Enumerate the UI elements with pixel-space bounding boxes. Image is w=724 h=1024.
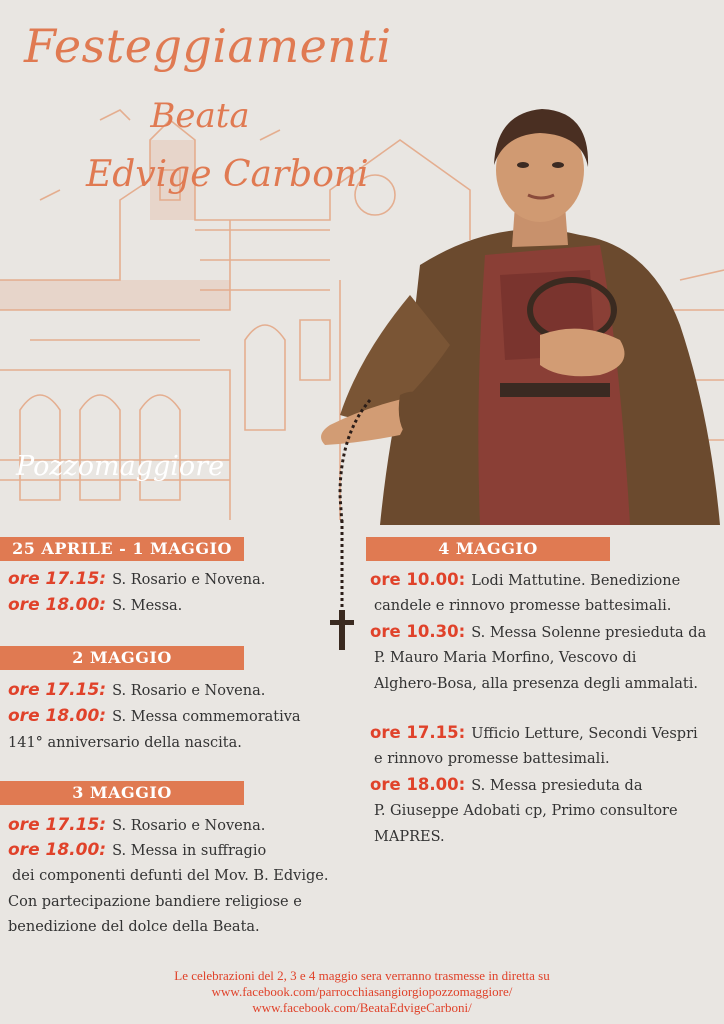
section-banner-3-maggio: 3 MAGGIO — [0, 781, 244, 805]
schedule-row — [8, 815, 265, 836]
schedule-time: ore 17.15: — [8, 815, 107, 835]
schedule-continuation: P. Giuseppe Adobati cp, Primo consultore — [374, 803, 678, 819]
schedule-row — [8, 569, 265, 590]
broadcast-note: Le celebrazioni del 2, 3 e 4 maggio sera verranno trasmesse in diretta su — [174, 968, 550, 983]
schedule-text: S. Rosario e Novena. — [112, 572, 266, 588]
poster-subtitle-beata: Beata — [150, 96, 250, 136]
poster-subtitle-name: Edvige Carboni — [86, 154, 369, 195]
schedule-continuation: benedizione del dolce della Beata. — [8, 919, 260, 935]
schedule-row — [8, 595, 182, 616]
schedule-time: ore 10.30: — [370, 622, 466, 641]
schedule-text: S. Rosario e Novena. — [112, 683, 266, 699]
schedule-row — [8, 680, 265, 701]
schedule-time: ore 18.00: — [8, 706, 107, 726]
schedule-text: S. Rosario e Novena. — [112, 818, 266, 834]
schedule-text: S. Messa in suffragio — [112, 843, 267, 859]
schedule-time: ore 10.00: — [370, 570, 466, 589]
town-name: Pozzomaggiore — [16, 451, 225, 482]
schedule-text: S. Messa commemorativa — [112, 709, 301, 725]
facebook-link-parish[interactable]: www.facebook.com/parrocchiasangiorgiopozzomaggiore/ — [211, 984, 513, 999]
section-banner-4-maggio: 4 MAGGIO — [366, 537, 610, 561]
schedule-row — [370, 723, 698, 744]
schedule-row — [370, 622, 706, 643]
schedule-row — [8, 840, 266, 861]
section-banner-25-aprile: 25 APRILE - 1 MAGGIO — [0, 537, 244, 561]
schedule-row — [8, 706, 301, 727]
schedule-continuation: P. Mauro Maria Morfino, Vescovo di — [374, 650, 637, 666]
schedule-text: Lodi Mattutine. Benedizione — [471, 573, 681, 589]
poster-title: Festeggiamenti — [24, 19, 392, 73]
schedule-text: Ufficio Letture, Secondi Vespri — [471, 726, 698, 742]
schedule-continuation: e rinnovo promesse battesimali. — [374, 751, 610, 767]
schedule-continuation: candele e rinnovo promesse battesimali. — [374, 598, 672, 614]
schedule-time: ore 18.00: — [370, 775, 466, 794]
schedule-text: S. Messa Solenne presieduta da — [471, 625, 707, 641]
schedule-time: ore 18.00: — [8, 840, 107, 860]
schedule-row — [370, 570, 680, 591]
schedule-continuation: Con partecipazione bandiere religiose e — [8, 894, 302, 910]
rosary-crucifix-illustration — [322, 520, 362, 660]
section-banner-2-maggio: 2 MAGGIO — [0, 646, 244, 670]
schedule-row — [370, 775, 642, 796]
schedule-continuation: MAPRES. — [374, 829, 445, 845]
schedule-time: ore 17.15: — [8, 680, 107, 700]
schedule-text: S. Messa. — [112, 598, 183, 614]
schedule-time: ore 17.15: — [370, 723, 466, 742]
schedule-continuation: dei componenti defunti del Mov. B. Edvige. — [12, 868, 329, 884]
schedule-text: S. Messa presieduta da — [471, 778, 643, 794]
schedule-continuation: Alghero-Bosa, alla presenza degli ammalati. — [374, 676, 698, 692]
schedule-continuation: 141° anniversario della nascita. — [8, 735, 242, 751]
facebook-link-beata[interactable]: www.facebook.com/BeataEdvigeCarboni/ — [252, 1000, 472, 1015]
schedule-time: ore 18.00: — [8, 595, 107, 615]
schedule-time: ore 17.15: — [8, 569, 107, 589]
